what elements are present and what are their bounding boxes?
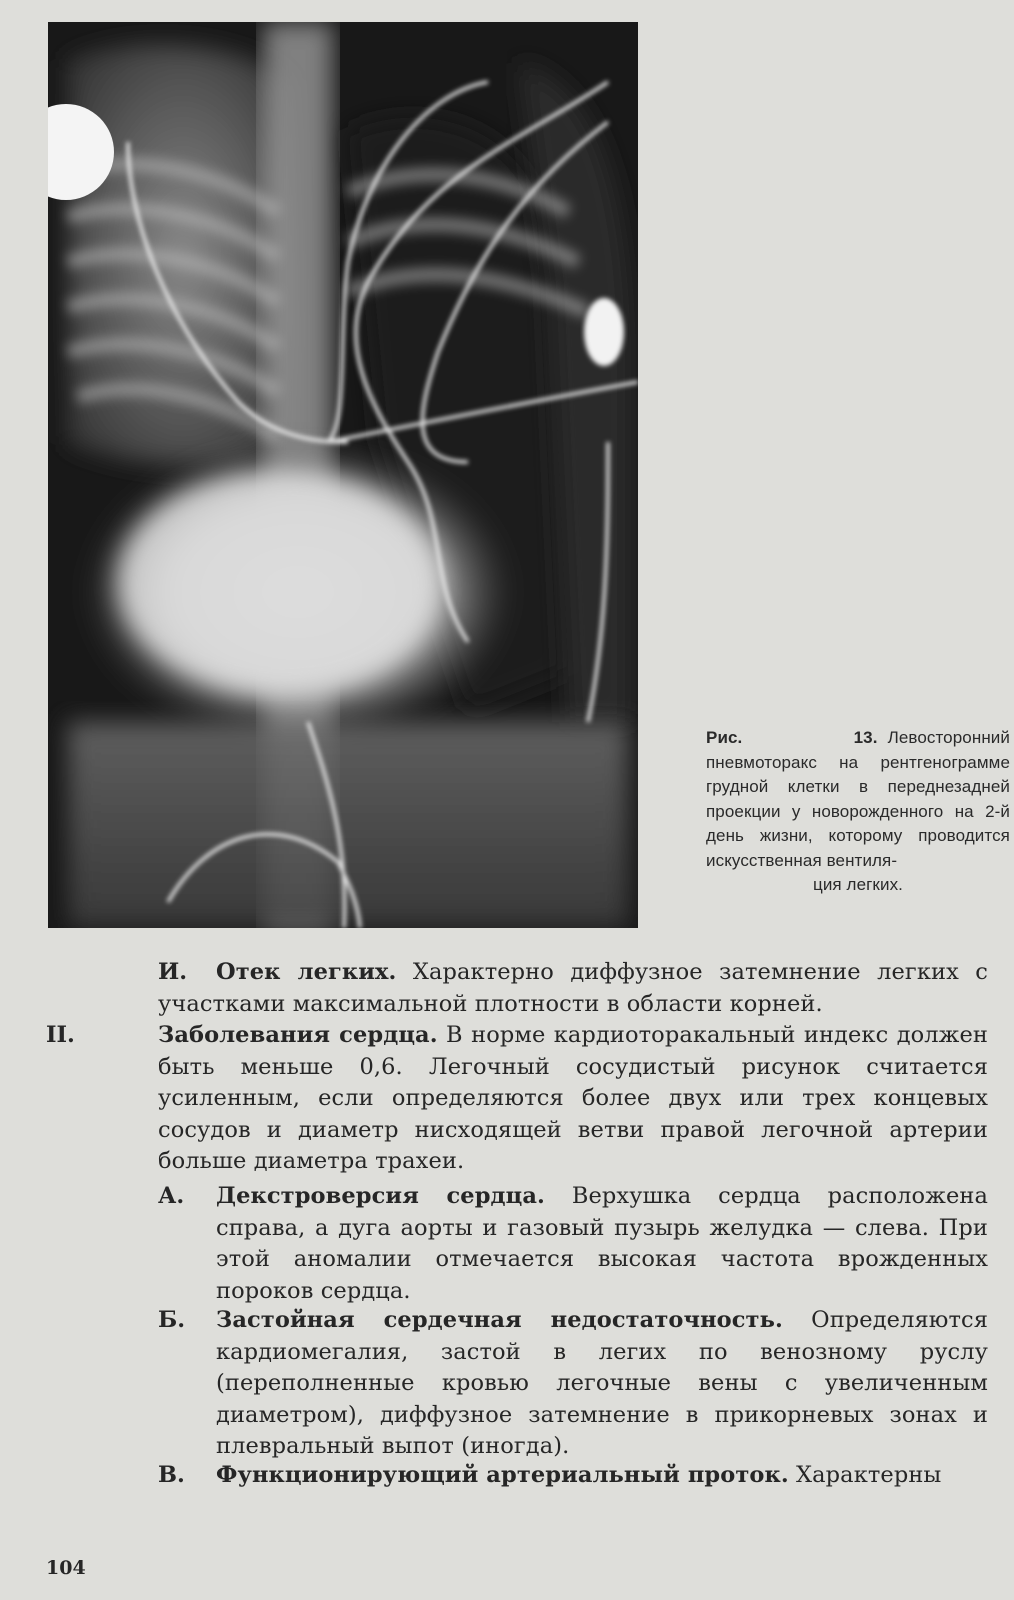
figure-caption: [706, 726, 1010, 898]
section-marker: II.: [46, 1022, 75, 1048]
section-text: В норме кардиоторакальный индекс должен быть меньше 0,6. Легочный сосудистый рисунок считается усиленным, если определяются более двух или трех концевых сосудов и диаметр нисходящей ветви правой легочной артерии больше диаметра трахеи.: [158, 1022, 988, 1174]
subsection-marker: А.: [158, 1183, 185, 1209]
subsection-heading: Функционирующий артериальный проток.: [216, 1462, 789, 1488]
subsection-marker: В.: [158, 1462, 185, 1488]
section-text: Характерно диффузное затемнение легких с участками максимальной плотности в области корней.: [158, 959, 988, 1017]
subsection-marker: Б.: [158, 1307, 186, 1333]
subsection-text: Характерны: [788, 1462, 942, 1488]
section-heading: Заболевания сердца.: [158, 1022, 438, 1048]
section-paragraph: [158, 1020, 988, 1178]
subsection-text: Верхушка сердца расположена справа, а дуга аорты и газовый пузырь желудка — слева. При этой аномалии отмечается высокая частота врожденных пороков сердца.: [216, 1183, 988, 1304]
caption-text: Левосторонний пневмоторакс на рентгенограмме грудной клетки в переднезадней проекции у новорожденного на 2-й день жизни, которому проводится искусственная вентиля-: [706, 728, 1010, 870]
section-marker: И.: [158, 959, 188, 985]
chest-xray-figure: [48, 22, 638, 928]
caption-last-line: ция легких.: [813, 875, 903, 894]
xray-image: [48, 22, 638, 928]
subsection-paragraph: [216, 1460, 988, 1492]
subsection-paragraph: [216, 1181, 988, 1307]
section-paragraph: [158, 957, 988, 1020]
subsection-paragraph: [216, 1305, 988, 1463]
page-number: 104: [46, 1557, 86, 1579]
section-heading: Отек легких.: [216, 959, 397, 985]
subsection-heading: Застойная сердечная недостаточность.: [216, 1307, 783, 1333]
subsection-heading: Декстроверсия сердца.: [216, 1183, 545, 1209]
caption-label: Рис. 13.: [706, 728, 878, 747]
subsection-text: Определяются кардиомегалия, застой в легих по венозному руслу (переполненные кровью легочные вены с увеличенным диаметром), диффузное затемнение в прикорневых зонах и плевральный выпот (иногда).: [216, 1307, 988, 1459]
